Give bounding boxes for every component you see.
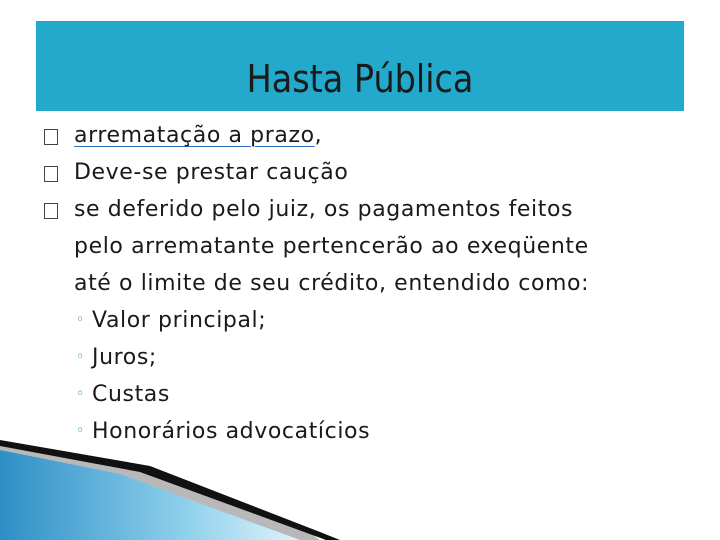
slide-title: Hasta Pública: [246, 57, 474, 101]
circle-bullet-icon: ◦: [76, 312, 85, 328]
slide-body: [42, 117, 692, 450]
sub-item-text-1: Valor principal;: [92, 308, 267, 333]
decorative-swoosh: [0, 440, 720, 540]
sub-item-text-2: Juros;: [92, 345, 157, 370]
sub-item-1: [42, 302, 692, 339]
bullet-item-1: [42, 117, 692, 154]
square-bullet-icon: [44, 166, 58, 182]
sub-item-2: [42, 339, 692, 376]
bullet-continuation-2: até o limite de seu crédito, entendido como:: [74, 271, 590, 296]
title-bar: [36, 21, 684, 111]
circle-bullet-icon: ◦: [76, 423, 85, 439]
sub-item-text-3: Custas: [92, 382, 170, 407]
bullet-trail-1: ,: [314, 123, 323, 148]
bullet-item-2: [42, 154, 692, 191]
circle-bullet-icon: ◦: [76, 386, 85, 402]
square-bullet-icon: [44, 129, 58, 145]
sub-item-3: [42, 376, 692, 413]
bullet-text-3: se deferido pelo juiz, os pagamentos feitos: [74, 197, 574, 222]
bullet-continuation-1: pelo arrematante pertencerão ao exeqüente: [74, 234, 589, 259]
bullet-text-1: arrematação a prazo: [74, 123, 315, 148]
circle-bullet-icon: ◦: [76, 349, 85, 365]
square-bullet-icon: [44, 203, 58, 219]
bullet-item-3: [42, 191, 692, 228]
sub-item-text-4: Honorários advocatícios: [92, 419, 371, 444]
bullet-text-2: Deve-se prestar caução: [74, 160, 349, 185]
